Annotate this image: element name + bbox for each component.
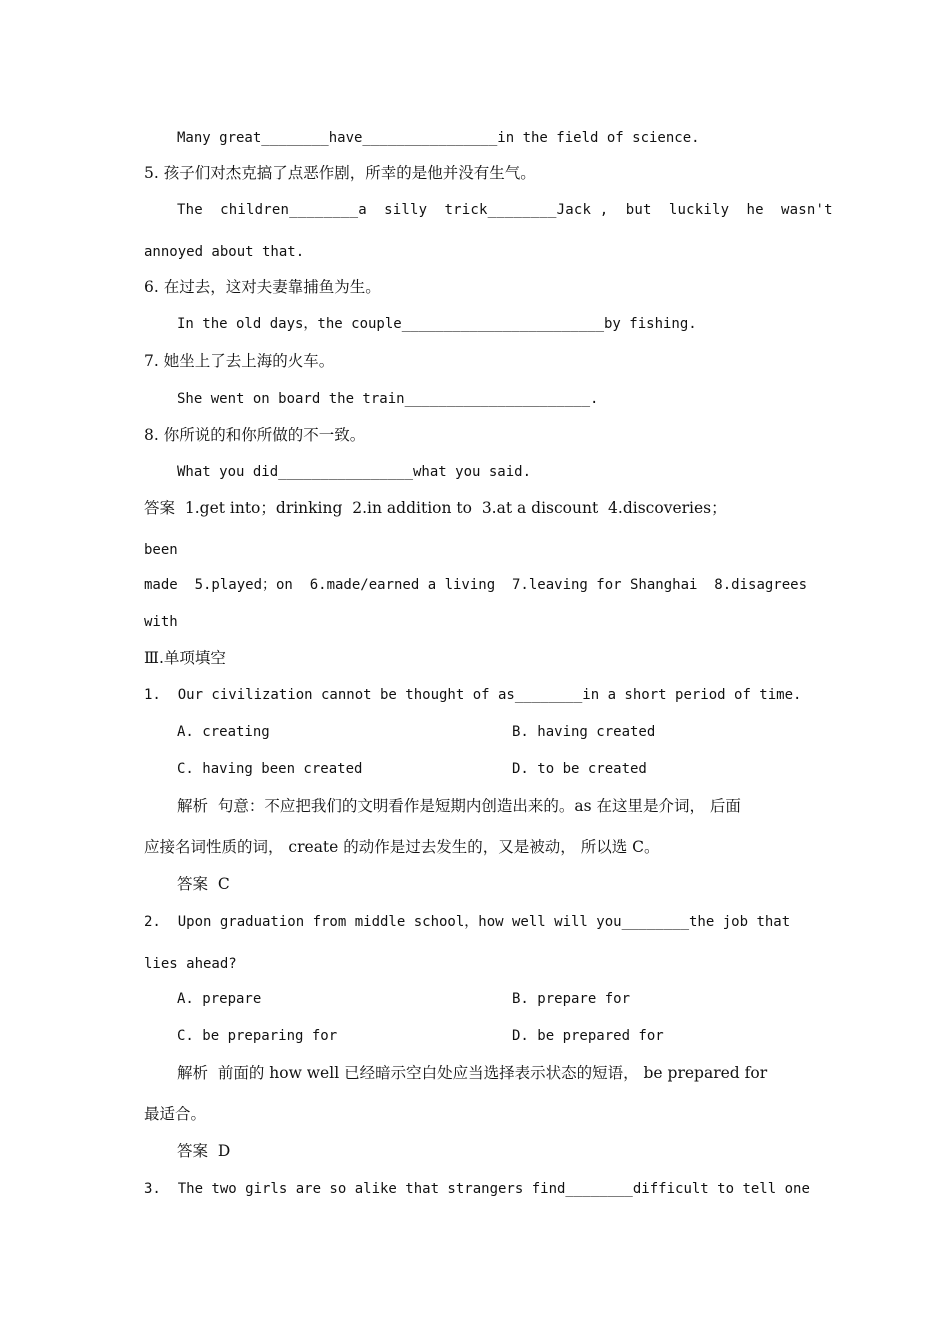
option-d: D. to be created: [512, 761, 647, 777]
option-c: C. be preparing for: [177, 1028, 338, 1044]
question-7-prompt: 7. 她坐上了去上海的火车。: [144, 352, 335, 370]
text-line: made 5.played；on 6.made/earned a living 7.leaving for Shanghai 8.disagrees: [144, 577, 808, 593]
question-2-stem: 2. Upon graduation from middle school，how well will you________the job that: [144, 914, 791, 930]
explanation-cont: 最适合。: [144, 1105, 207, 1123]
explanation: 解析 前面的 how well 已经暗示空白处应当选择表示状态的短语， be prepared for: [177, 1064, 768, 1082]
option-b: B. having created: [512, 724, 656, 740]
answer: 答案 C: [177, 875, 230, 893]
question-5-prompt: 5. 孩子们对杰克搞了点恶作剧，所幸的是他并没有生气。: [144, 164, 536, 182]
option-a: A. creating: [177, 724, 270, 740]
option-d: D. be prepared for: [512, 1028, 664, 1044]
answer: 答案 D: [177, 1142, 231, 1160]
text-line: with: [144, 614, 178, 630]
option-a: A. prepare: [177, 991, 262, 1007]
question-6-prompt: 6. 在过去，这对夫妻靠捕鱼为生。: [144, 278, 381, 296]
text-line: been: [144, 542, 178, 558]
text-line: The children________a silly trick________Jack , but luckily he wasn't: [177, 202, 833, 218]
question-3-stem: 3. The two girls are so alike that strangers find________difficult to tell one: [144, 1181, 810, 1197]
explanation: 解析 句意：不应把我们的文明看作是短期内创造出来的。as 在这里是介词， 后面: [177, 797, 741, 815]
option-c: C. having been created: [177, 761, 363, 777]
explanation-cont: 应接名词性质的词， create 的动作是过去发生的，又是被动， 所以选 C。: [144, 838, 660, 856]
text-line: lies ahead?: [144, 956, 237, 972]
question-1-stem: 1. Our civilization cannot be thought of as________in a short period of time.: [144, 687, 802, 703]
section-heading: Ⅲ.单项填空: [144, 649, 226, 667]
answer-key: 答案 1.get into；drinking 2.in addition to 3.at a discount 4.discoveries；: [144, 499, 727, 517]
question-8-prompt: 8. 你所说的和你所做的不一致。: [144, 426, 366, 444]
text-line: Many great________have________________in the field of science.: [177, 130, 700, 146]
option-b: B. prepare for: [512, 991, 631, 1007]
text-line: In the old days，the couple________________________by fishing.: [177, 316, 697, 332]
text-line: annoyed about that.: [144, 244, 305, 260]
text-line: She went on board the train______________________.: [177, 391, 599, 407]
text-line: What you did________________what you said.: [177, 464, 532, 480]
